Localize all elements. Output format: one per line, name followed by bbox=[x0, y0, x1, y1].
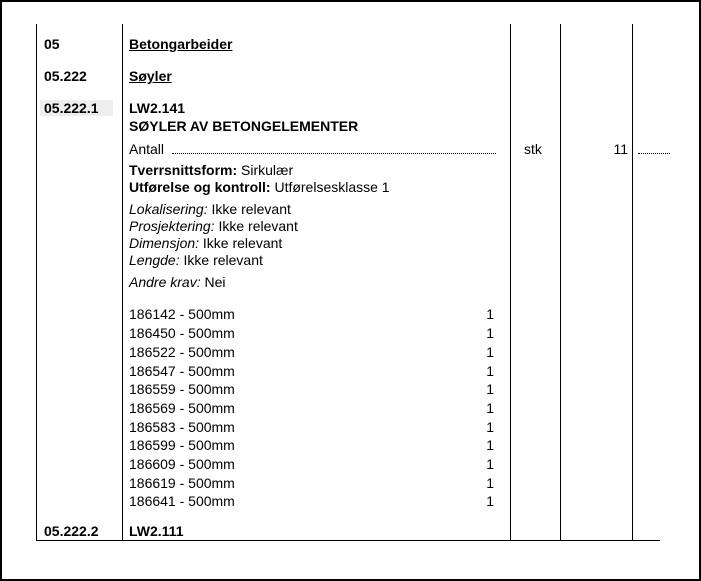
element-count: 1 bbox=[486, 456, 494, 472]
element-count: 1 bbox=[486, 344, 494, 360]
item-ref: LW2.141 bbox=[129, 100, 186, 116]
element-count: 1 bbox=[486, 493, 494, 509]
prop-value: Ikke relevant bbox=[199, 235, 283, 251]
next-item-code: 05.222.2 bbox=[44, 523, 99, 539]
prop-label: Tverrsnittsform: bbox=[129, 162, 238, 178]
prop-cross-section bbox=[129, 162, 293, 179]
prop-execution bbox=[129, 179, 390, 196]
prop-value: Sirkulær bbox=[237, 162, 294, 178]
column-divider-desc bbox=[510, 24, 511, 540]
element-name: 186142 - 500mm bbox=[129, 306, 235, 322]
element-name: 186450 - 500mm bbox=[129, 325, 235, 341]
prop-label: Prosjektering: bbox=[129, 218, 215, 234]
item-code-label: 05.222.1 bbox=[40, 100, 113, 116]
prop-label: Lokalisering: bbox=[129, 201, 208, 217]
element-count: 1 bbox=[486, 381, 494, 397]
prop-value: Ikke relevant bbox=[207, 201, 291, 217]
column-divider-code bbox=[122, 24, 123, 540]
element-count: 1 bbox=[486, 475, 494, 491]
prop-location bbox=[129, 201, 291, 218]
element-count: 1 bbox=[486, 363, 494, 379]
prop-label: Dimensjon: bbox=[129, 235, 200, 251]
element-name: 186583 - 500mm bbox=[129, 419, 235, 435]
prop-other-requirements bbox=[129, 274, 226, 291]
prop-label: Lengde: bbox=[129, 252, 180, 268]
element-name: 186559 - 500mm bbox=[129, 381, 235, 397]
quantity-label: Antall bbox=[129, 141, 165, 157]
quantity-leader-dots bbox=[172, 153, 496, 154]
element-name: 186547 - 500mm bbox=[129, 363, 235, 379]
prop-value: Ikke relevant bbox=[179, 252, 263, 268]
element-name: 186641 - 500mm bbox=[129, 493, 235, 509]
element-name: 186609 - 500mm bbox=[129, 456, 235, 472]
column-divider-unit bbox=[560, 24, 561, 540]
column-divider-qty bbox=[632, 24, 633, 540]
bottom-rule bbox=[36, 540, 660, 541]
section-code: 05 bbox=[44, 36, 60, 52]
element-count: 1 bbox=[486, 306, 494, 322]
element-count: 1 bbox=[486, 419, 494, 435]
subsection-code: 05.222 bbox=[44, 68, 87, 84]
subsection-title: Søyler bbox=[129, 68, 172, 84]
next-item-ref: LW2.111 bbox=[129, 523, 184, 539]
prop-value: Nei bbox=[200, 274, 226, 290]
prop-value: Utførelsesklasse 1 bbox=[270, 179, 390, 195]
element-count: 1 bbox=[486, 400, 494, 416]
section-title: Betongarbeider bbox=[129, 36, 233, 52]
element-name: 186522 - 500mm bbox=[129, 344, 235, 360]
element-name: 186599 - 500mm bbox=[129, 437, 235, 453]
element-count: 1 bbox=[486, 325, 494, 341]
item-code bbox=[44, 100, 113, 117]
prop-design bbox=[129, 218, 298, 235]
prop-label: Utførelse og kontroll: bbox=[129, 179, 271, 195]
quantity-value: 11 bbox=[613, 141, 628, 157]
prop-value: Ikke relevant bbox=[214, 218, 298, 234]
element-name: 186569 - 500mm bbox=[129, 400, 235, 416]
element-name: 186619 - 500mm bbox=[129, 475, 235, 491]
element-count: 1 bbox=[486, 437, 494, 453]
prop-label: Andre krav: bbox=[129, 274, 201, 290]
price-leader-dots bbox=[638, 153, 670, 154]
prop-dimension bbox=[129, 235, 282, 252]
item-title: SØYLER AV BETONGELEMENTER bbox=[129, 118, 359, 134]
prop-length bbox=[129, 252, 263, 269]
column-divider-left bbox=[36, 24, 37, 540]
unit-value: stk bbox=[524, 141, 542, 157]
